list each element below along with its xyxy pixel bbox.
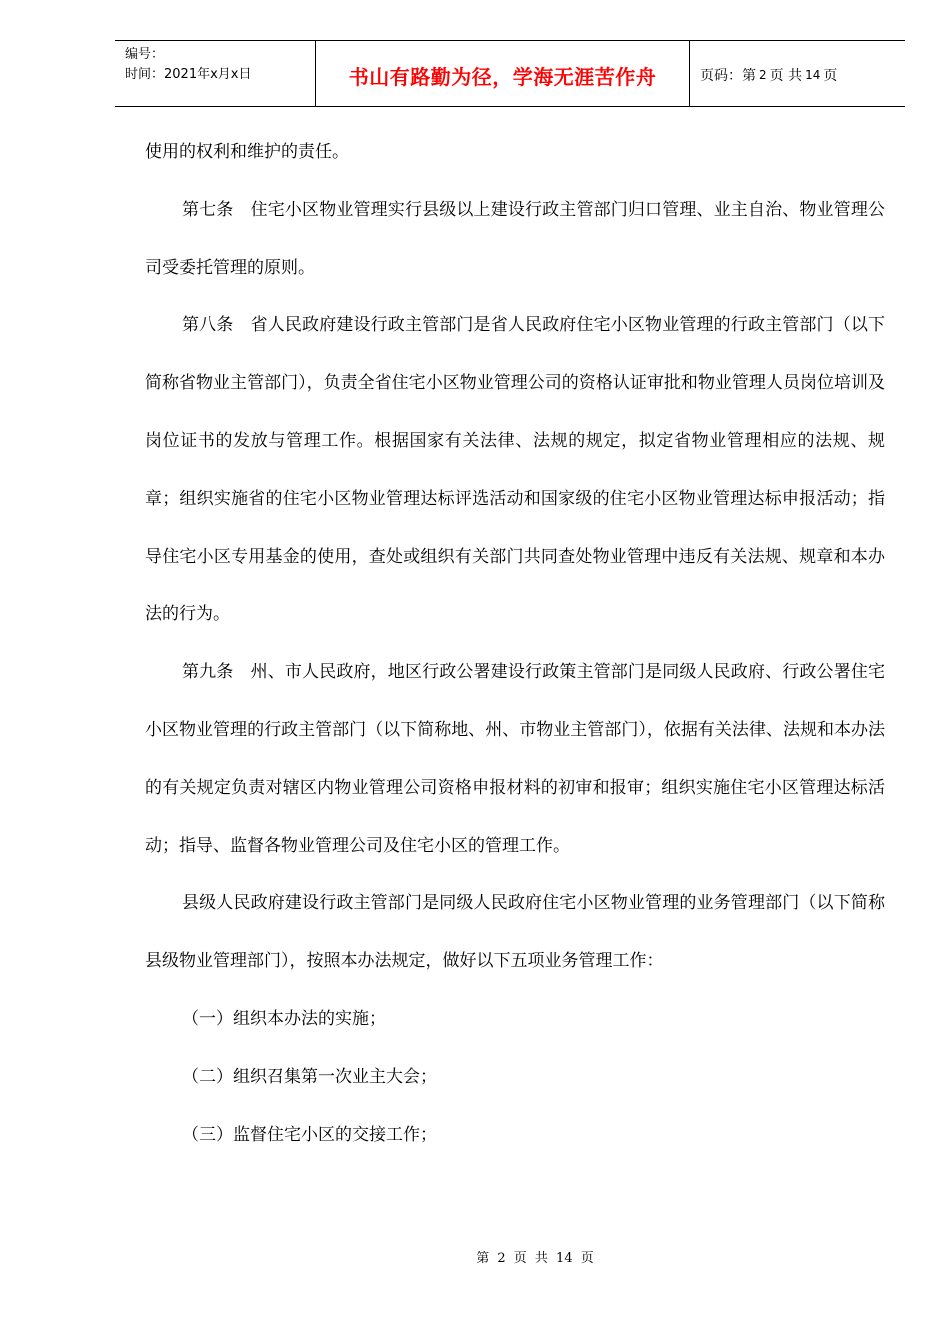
page-footer: 第 2 页 共 14 页: [476, 1251, 594, 1266]
paragraph-article-9: 第九条 州、市人民政府，地区行政公署建设行政策主管部门是同级人民政府、行政公署住宅小区物业管理的行政主管部门（以下简称地、州、市物业主管部门），依据有关法律、法规和本办法的有关规定负责对辖区内物业管理公司资格申报材料的初审和报审；组织实施住宅小区管理达标活动；指导、监督各物业管理公司及住宅小区的管理工作。: [145, 662, 885, 856]
page-label-middle: 页 共: [769, 67, 803, 84]
page-current: 2: [759, 67, 767, 82]
list-item-3: （三）监督住宅小区的交接工作；: [182, 1124, 437, 1145]
header-meta: [115, 41, 316, 106]
paragraph-article-7: 第七条 住宅小区物业管理实行县级以上建设行政主管部门归口管理、业主自治、物业管理公司受委托管理的原则。: [145, 199, 885, 278]
list-item-2: （二）组织召集第一次业主大会；: [182, 1066, 437, 1087]
paragraph-county-level: 县级人民政府建设行政主管部门是同级人民政府住宅小区物业管理的业务管理部门（以下简称县级物业管理部门），按照本办法规定，做好以下五项业务管理工作：: [145, 893, 885, 972]
time-label: 时间：2021年x月x日: [125, 67, 252, 82]
paragraph-article-8: 第八条 省人民政府建设行政主管部门是省人民政府住宅小区物业管理的行政主管部门（以下简称省物业主管部门），负责全省住宅小区物业管理公司的资格认证审批和物业管理人员岗位培训及岗位证书的发放与管理工作。根据国家有关法律、法规的规定，拟定省物业管理相应的法规、规章；组织实施省的住宅小区物业管理达标评选活动和国家级的住宅小区物业管理达标申报活动；指导住宅小区专用基金的使用，查处或组织有关部门共同查处物业管理中违反有关法规、规章和本办法的行为。: [145, 315, 885, 625]
header-page-info: [690, 41, 905, 106]
header-motto: 书山有路勤为径，学海无涯苦作舟: [316, 41, 690, 106]
page-label-suffix: 页: [823, 67, 838, 84]
paragraph-continuation: 使用的权利和维护的责任。: [145, 142, 349, 162]
serial-label: 编号：: [125, 47, 165, 62]
document-body: [145, 124, 885, 1164]
page-label-prefix: 页码：第: [700, 67, 756, 84]
page-header: [115, 40, 905, 107]
list-item-1: （一）组织本办法的实施；: [182, 1008, 386, 1029]
page-total: 14: [805, 67, 821, 82]
